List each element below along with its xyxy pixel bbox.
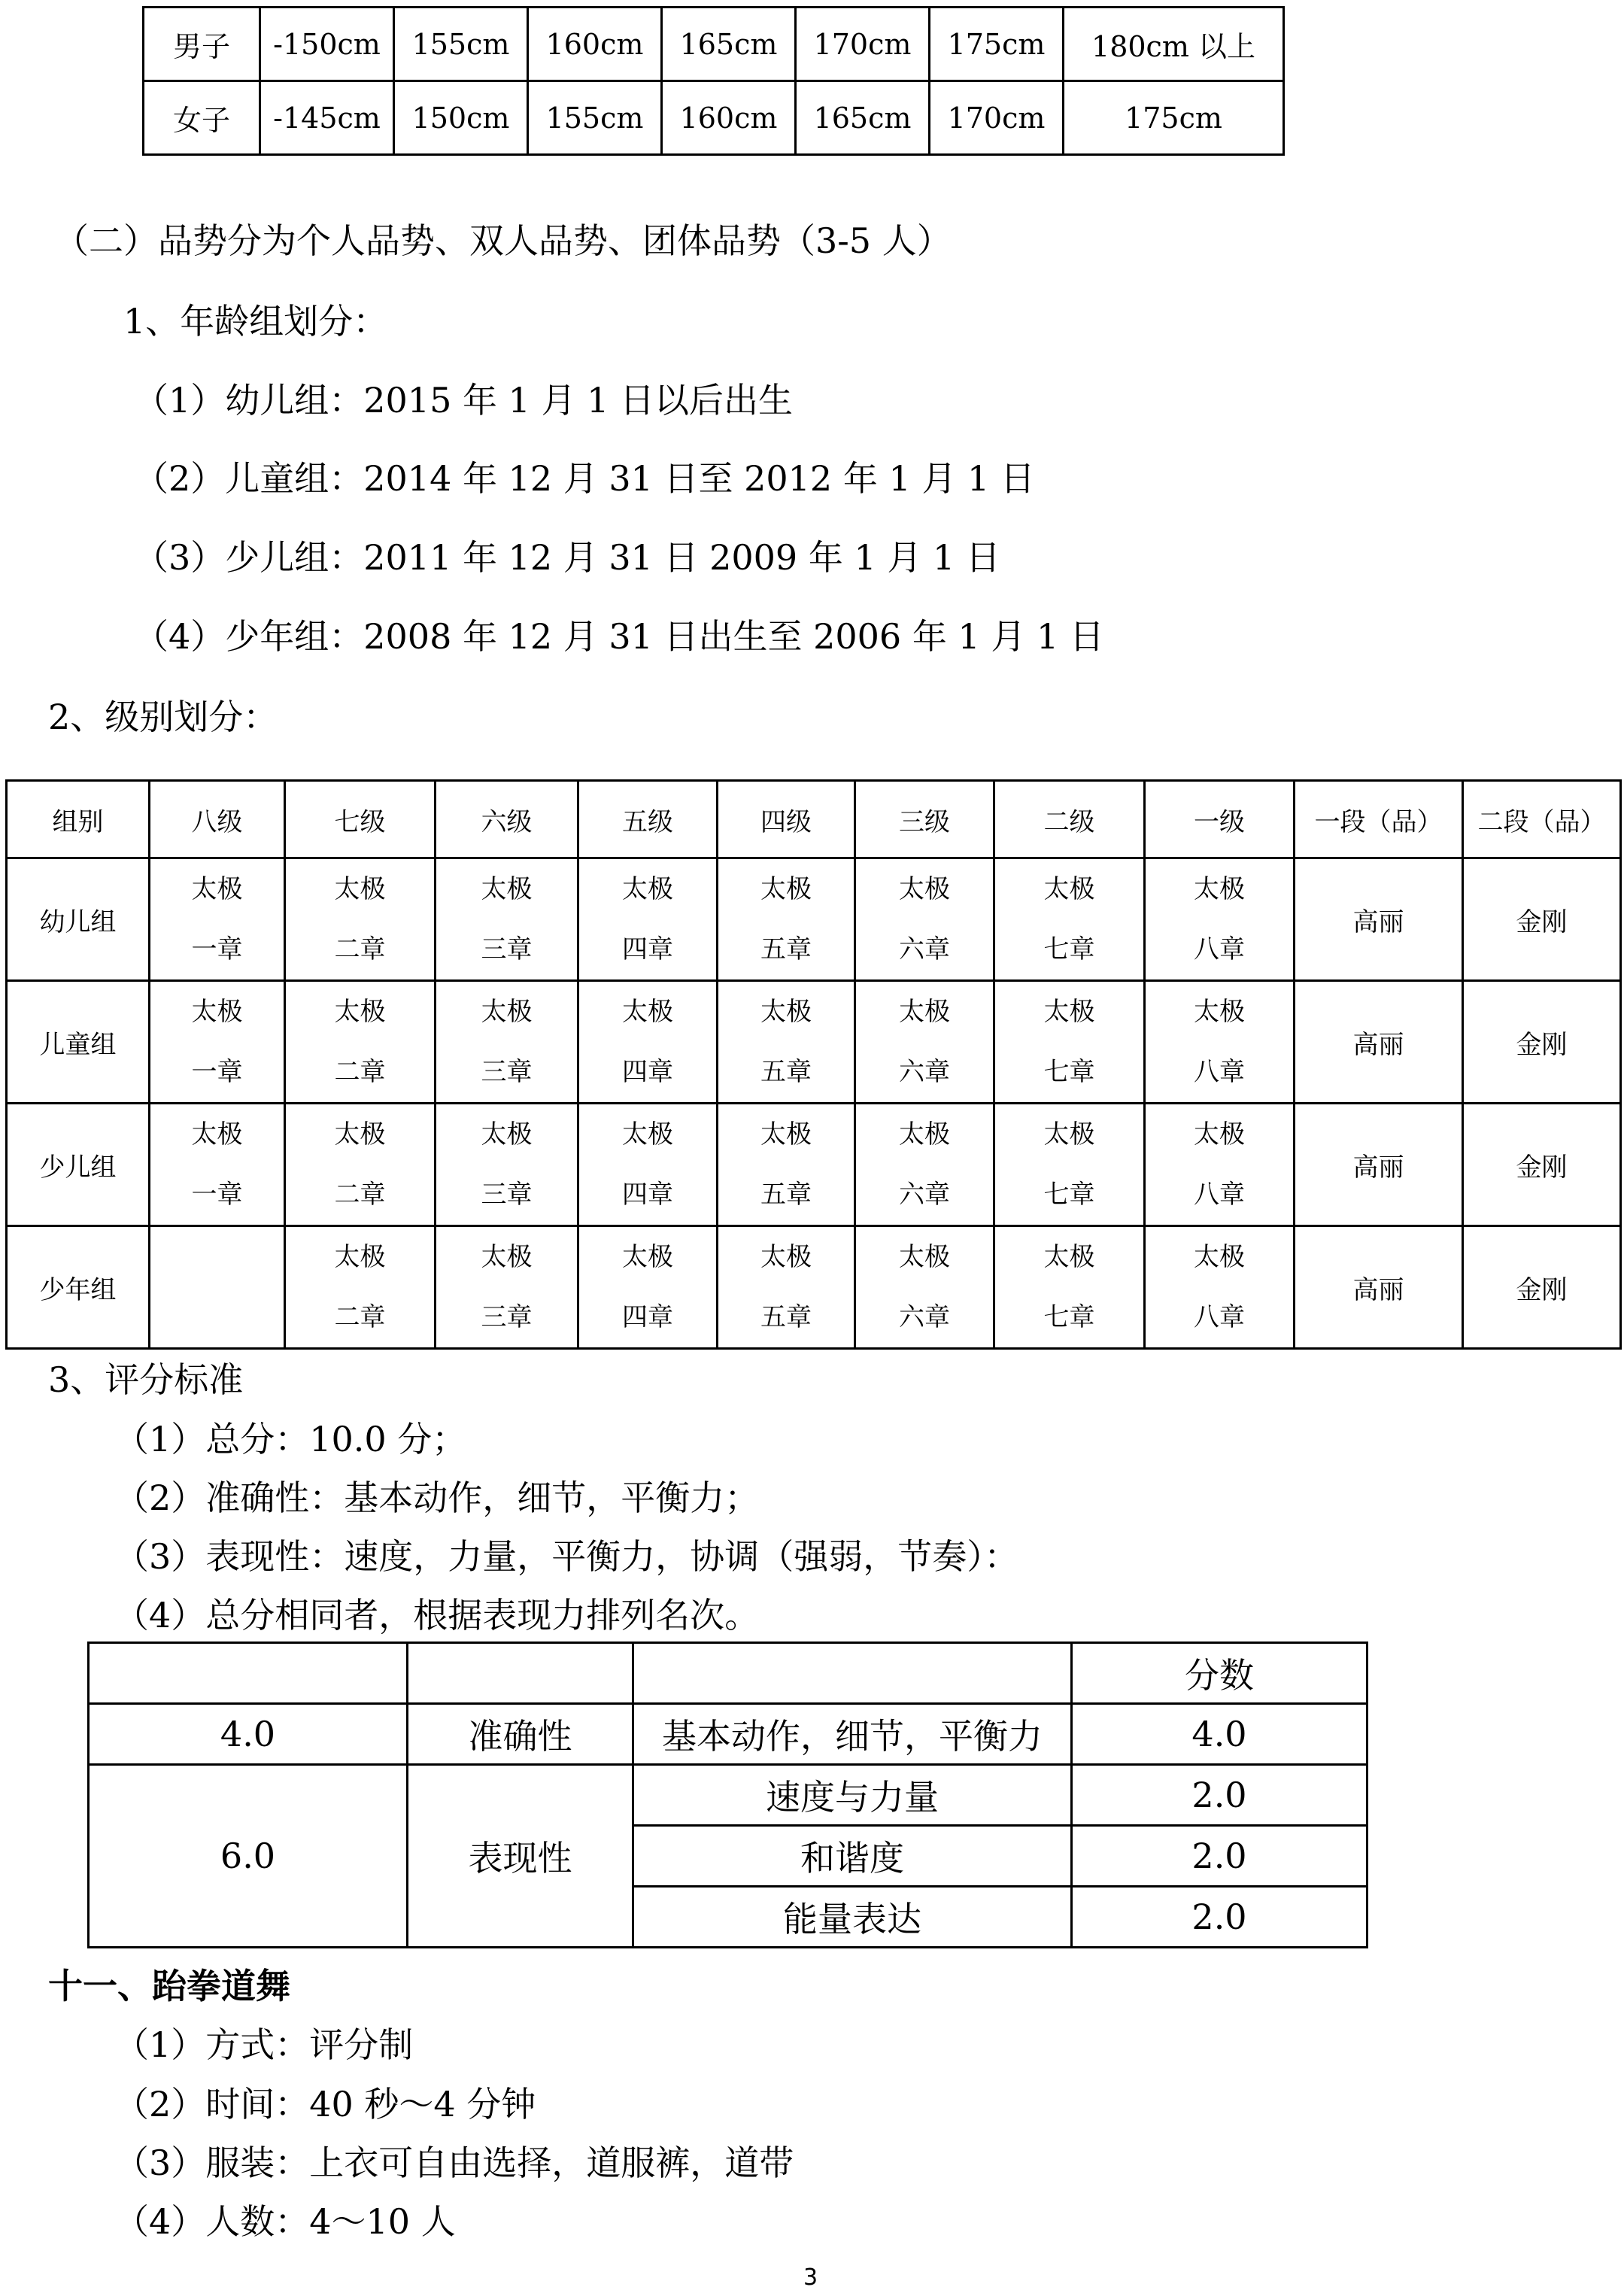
level-cell: 太极 一章 [150,858,285,981]
row-label: 女子 [144,81,260,155]
level-cell: 太极 八章 [1145,981,1295,1104]
section-heading: （二）品势分为个人品势、双人品势、团体品势（3-5 人） [54,220,952,261]
criterion: 和谐度 [633,1826,1072,1887]
level-cell: 太极 七章 [994,981,1145,1104]
dan-cell: 金刚 [1463,981,1621,1104]
page-number: 3 [803,2264,818,2291]
criterion-score: 2.0 [1072,1826,1367,1887]
height-cell: 175cm [1064,81,1284,155]
section11-item: （2）时间：40 秒～4 分钟 [114,2084,536,2124]
table-row [7,1226,1621,1349]
level-cell: 太极 四章 [578,858,718,981]
height-cell: 165cm [662,8,796,81]
level-cell: 太极 四章 [578,981,718,1104]
section11-item: （1）方式：评分制 [114,2024,414,2065]
criterion: 速度与力量 [633,1765,1072,1826]
table-row [89,1704,1367,1765]
row-label: 男子 [144,8,260,81]
level-cell: 太极 三章 [436,1226,578,1349]
level-cell: 太极 八章 [1145,1104,1295,1226]
level-cell: 太极 五章 [718,981,855,1104]
column-header: 五级 [578,781,718,858]
column-header: 四级 [718,781,855,858]
column-header: 七级 [285,781,436,858]
scoring-item: （2）准确性：基本动作，细节，平衡力； [114,1478,760,1518]
scoring-item: （4）总分相同者，根据表现力排列名次。 [114,1595,760,1635]
category-name: 准确性 [408,1704,633,1765]
level-cell: 太极 一章 [150,981,285,1104]
level-cell: 太极 一章 [150,1104,285,1226]
level-cell: 太极 三章 [436,858,578,981]
group-name: 少儿组 [7,1104,150,1226]
group-name: 儿童组 [7,981,150,1104]
column-header: 二段（品） [1463,781,1621,858]
table-header-row [89,1643,1367,1704]
section-heading: 十一、跆拳道舞 [48,1966,290,2006]
dan-cell: 高丽 [1295,981,1463,1104]
dan-cell: 高丽 [1295,1226,1463,1349]
level-cell: 太极 七章 [994,1226,1145,1349]
level-cell: 太极 二章 [285,858,436,981]
level-cell: 太极 五章 [718,1104,855,1226]
age-item: （3）少儿组：2011 年 12 月 31 日 2009 年 1 月 1 日 [134,537,1000,578]
section11-item: （3）服装：上衣可自由选择，道服裤，道带 [114,2143,794,2183]
level-cell: 太极 五章 [718,1226,855,1349]
score-table [87,1642,1368,1948]
level-cell: 太极 四章 [578,1104,718,1226]
category-total: 4.0 [89,1704,408,1765]
level-cell: 太极 二章 [285,1104,436,1226]
criterion-score: 2.0 [1072,1765,1367,1826]
criterion: 基本动作，细节，平衡力 [633,1704,1072,1765]
age-item: （2）儿童组：2014 年 12 月 31 日至 2012 年 1 月 1 日 [134,458,1035,499]
table-row [7,981,1621,1104]
empty-cell [408,1643,633,1704]
level-cell: 太极 七章 [994,1104,1145,1226]
level-table [5,779,1622,1350]
section11-item: （4）人数：4～10 人 [114,2201,456,2242]
empty-cell [89,1643,408,1704]
height-cell: 180cm 以上 [1064,8,1284,81]
level-title: 2、级别划分： [48,697,278,737]
level-cell: 太极 三章 [436,1104,578,1226]
category-total: 6.0 [89,1765,408,1948]
height-cell: -145cm [260,81,394,155]
criterion-score: 4.0 [1072,1704,1367,1765]
level-cell: 太极 四章 [578,1226,718,1349]
column-header: 一级 [1145,781,1295,858]
level-cell: 太极 八章 [1145,1226,1295,1349]
level-cell-empty [150,1226,285,1349]
table-header-row [7,781,1621,858]
table-row [144,81,1284,155]
column-header: 二级 [994,781,1145,858]
age-group-title: 1、年龄组划分： [123,301,388,342]
level-cell: 太极 六章 [855,981,994,1104]
level-cell: 太极 六章 [855,858,994,981]
level-cell: 太极 六章 [855,1226,994,1349]
table-row [7,1104,1621,1226]
dan-cell: 高丽 [1295,858,1463,981]
column-header: 六级 [436,781,578,858]
dan-cell: 金刚 [1463,858,1621,981]
height-cell: 150cm [394,81,528,155]
table-row [7,858,1621,981]
criterion-score: 2.0 [1072,1887,1367,1948]
height-cell: 170cm [796,8,930,81]
scoring-item: （1）总分：10.0 分； [114,1419,467,1459]
height-cell: 160cm [662,81,796,155]
column-header: 分数 [1072,1643,1367,1704]
dan-cell: 金刚 [1463,1226,1621,1349]
level-cell: 太极 六章 [855,1104,994,1226]
level-cell: 太极 二章 [285,981,436,1104]
scoring-title: 3、评分标准 [48,1359,244,1400]
group-name: 少年组 [7,1226,150,1349]
category-name: 表现性 [408,1765,633,1948]
age-item: （1）幼儿组：2015 年 1 月 1 日以后出生 [134,380,793,421]
column-header: 一段（品） [1295,781,1463,858]
dan-cell: 高丽 [1295,1104,1463,1226]
height-cell: 160cm [528,8,662,81]
group-name: 幼儿组 [7,858,150,981]
age-item: （4）少年组：2008 年 12 月 31 日出生至 2006 年 1 月 1 日 [134,616,1104,657]
scoring-item: （3）表现性：速度，力量，平衡力，协调（强弱，节奏）： [114,1536,1019,1577]
level-cell: 太极 三章 [436,981,578,1104]
criterion: 能量表达 [633,1887,1072,1948]
column-header: 组别 [7,781,150,858]
height-cell: 170cm [930,81,1064,155]
level-cell: 太极 七章 [994,858,1145,981]
column-header: 三级 [855,781,994,858]
height-cell: 165cm [796,81,930,155]
table-row [89,1765,1367,1826]
empty-cell [633,1643,1072,1704]
height-cell: -150cm [260,8,394,81]
level-cell: 太极 五章 [718,858,855,981]
dan-cell: 金刚 [1463,1104,1621,1226]
column-header: 八级 [150,781,285,858]
height-cell: 155cm [528,81,662,155]
height-cell: 155cm [394,8,528,81]
height-table [142,6,1285,156]
height-cell: 175cm [930,8,1064,81]
level-cell: 太极 八章 [1145,858,1295,981]
level-cell: 太极 二章 [285,1226,436,1349]
table-row [144,8,1284,81]
